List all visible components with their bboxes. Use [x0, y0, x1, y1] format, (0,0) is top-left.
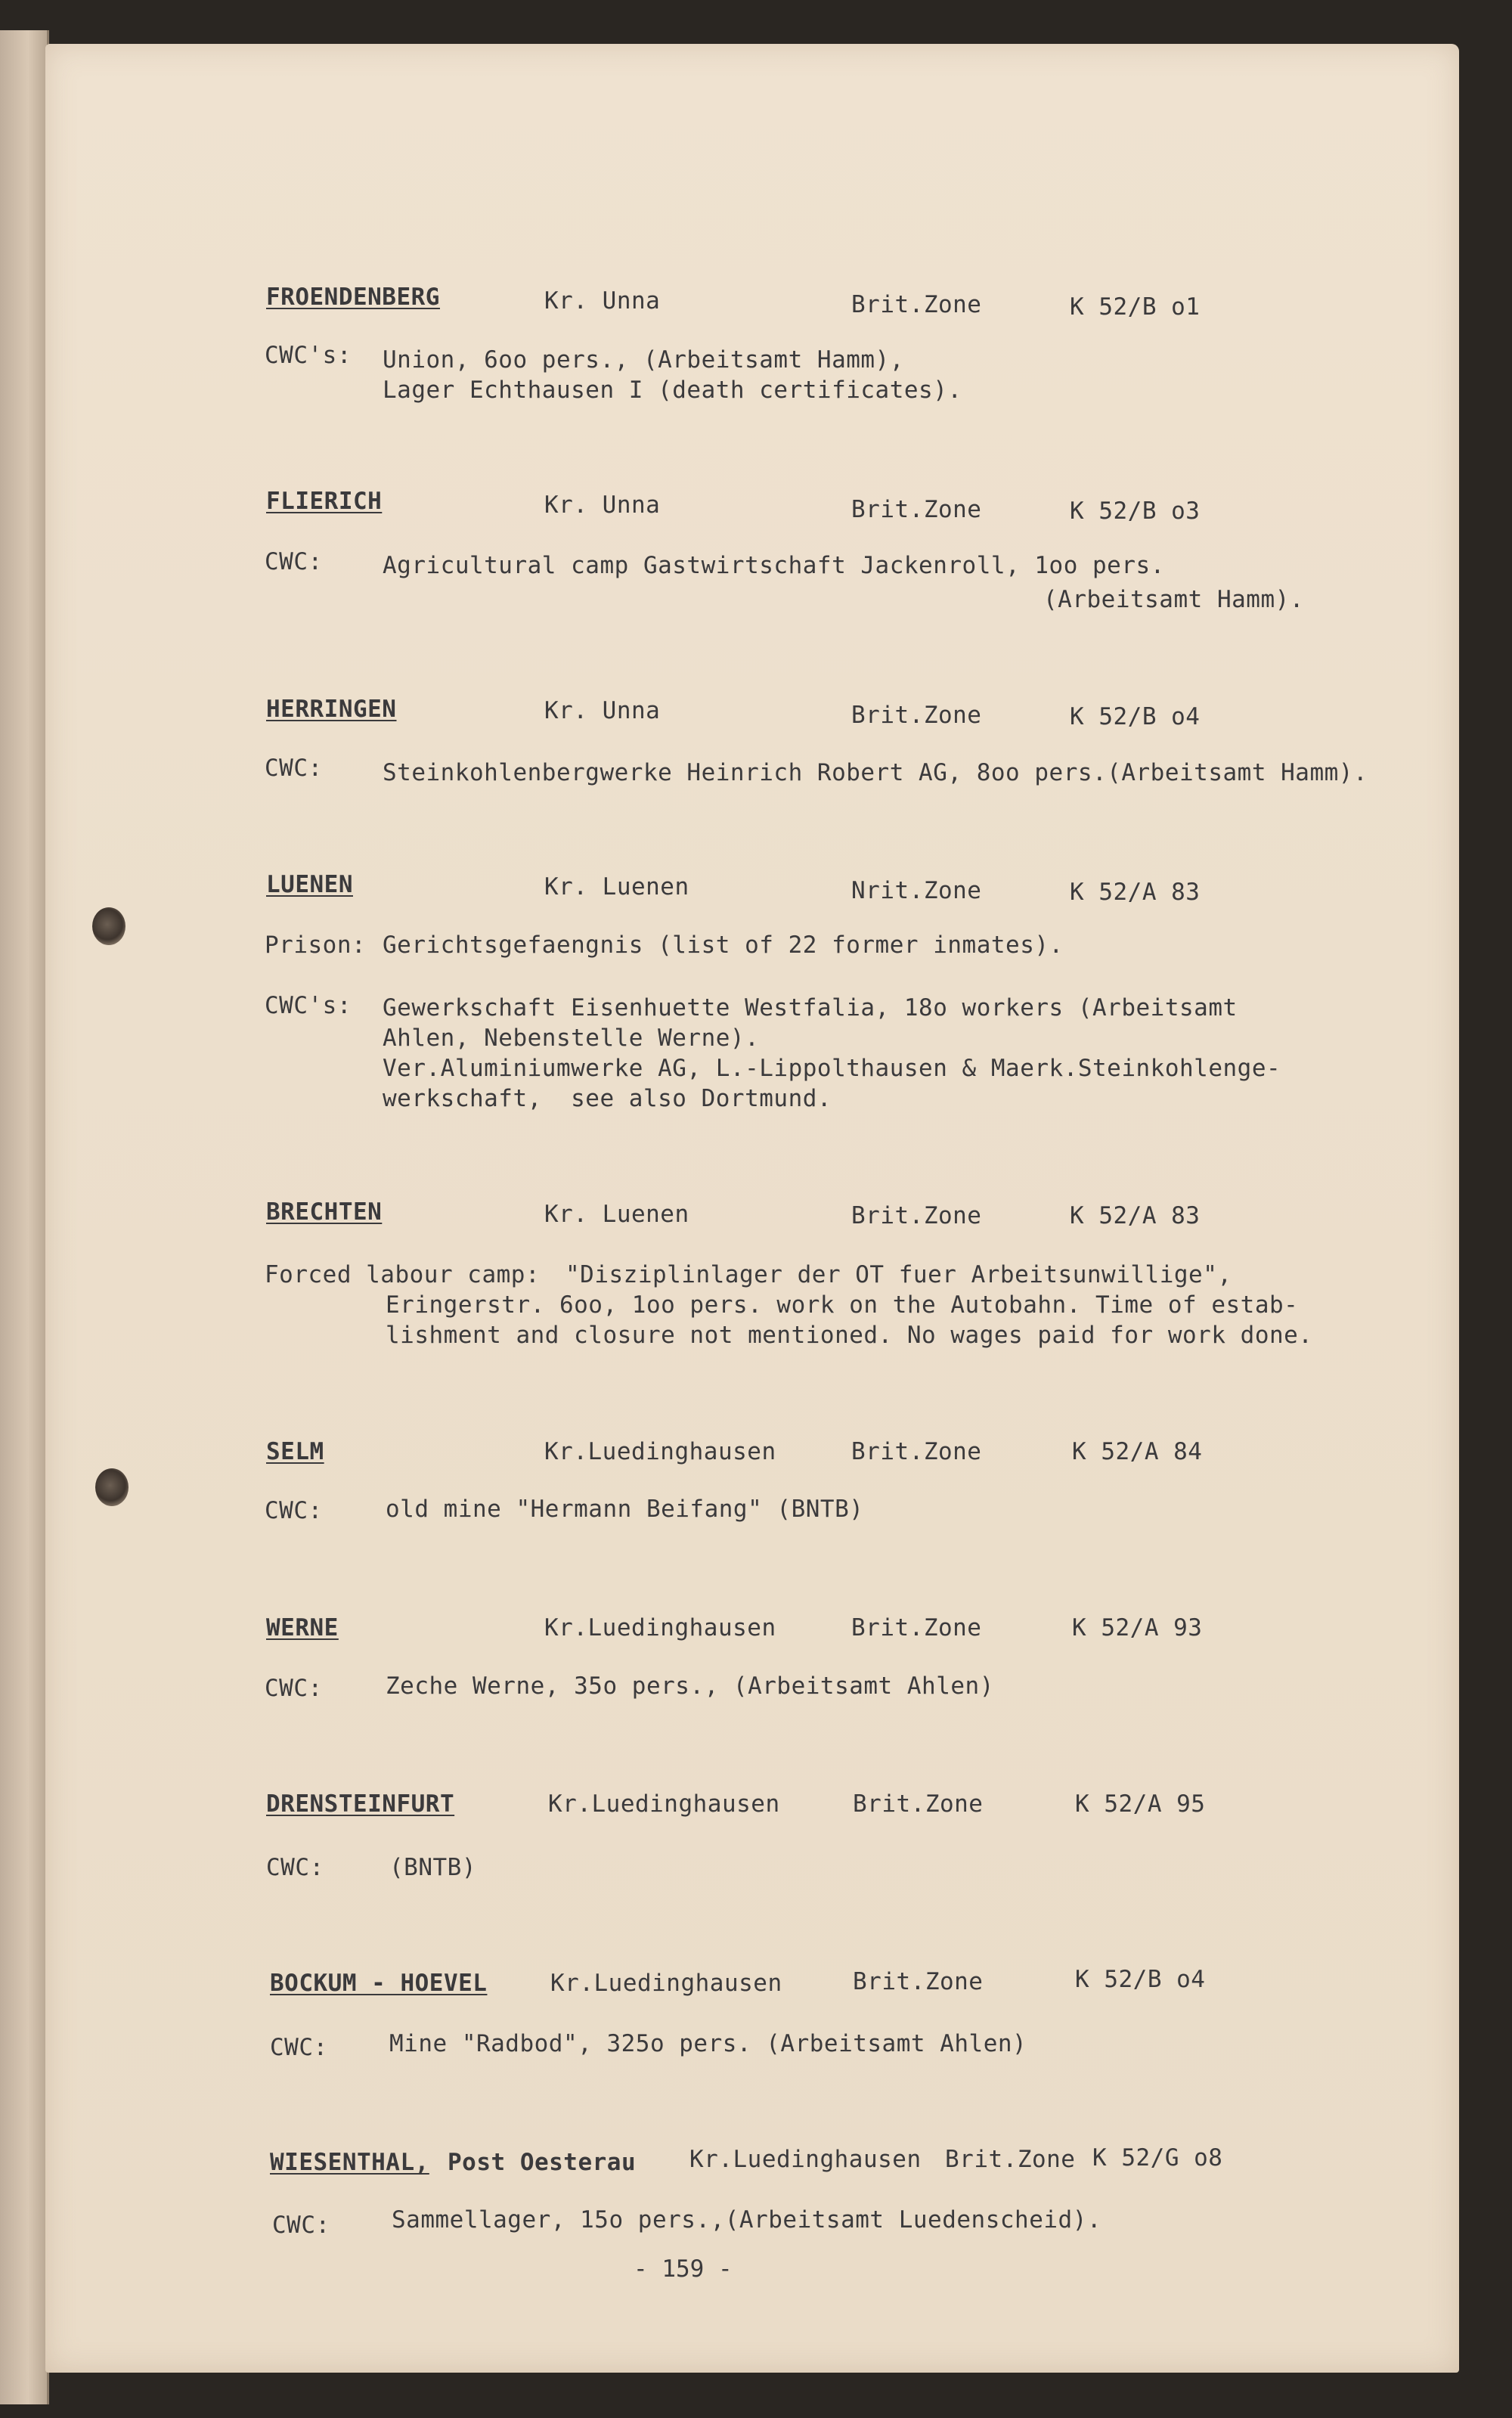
entry-line-text: Zeche Werne, 35o pers., (Arbeitsamt Ahlen): [386, 1672, 994, 1700]
entry-line-text: Mine "Radbod", 325o pers. (Arbeitsamt Ahlen): [389, 2030, 1027, 2057]
entry-ref: K 52/A 95: [1075, 1790, 1206, 1818]
entry-kreis: Kr. Unna: [544, 491, 661, 519]
entry-zone: Brit.Zone: [851, 291, 982, 318]
entry-place: WERNE: [266, 1614, 339, 1641]
entry-line-label: CWC's:: [265, 342, 352, 369]
entry-line-text: (BNTB): [389, 1854, 476, 1881]
entry-kreis: Kr.Luedinghausen: [544, 1438, 776, 1465]
entry-line-text: old mine "Hermann Beifang" (BNTB): [386, 1496, 864, 1523]
entry-kreis: Kr. Unna: [544, 287, 661, 315]
entry-line-label: CWC:: [270, 2034, 328, 2061]
entry-line-label: Prison:: [265, 932, 367, 959]
entry-line-text: "Disziplinlager der OT fuer Arbeitsunwillige",: [565, 1261, 1232, 1288]
entry-kreis: Kr.Luedinghausen: [550, 1970, 782, 1997]
entry-line-text: Sammellager, 15o pers.,(Arbeitsamt Luedenscheid).: [392, 2206, 1102, 2234]
entry-line-text: Gerichtsgefaengnis (list of 22 former inmates).: [383, 932, 1064, 959]
entry-zone: Brit.Zone: [853, 1790, 984, 1818]
entry-place: WIESENTHAL,: [270, 2149, 429, 2176]
entry-line-label: CWC:: [265, 548, 323, 575]
entry-ref: K 52/B o3: [1070, 498, 1201, 525]
entry-place: DRENSTEINFURT: [266, 1790, 455, 1818]
entry-line-text: (Arbeitsamt Hamm).: [1043, 586, 1304, 613]
entry-place: HERRINGEN: [266, 696, 397, 723]
entry-line-text: Eringerstr. 6oo, 1oo pers. work on the Autobahn. Time of estab-: [386, 1291, 1299, 1319]
entry-line-label: CWC:: [265, 755, 323, 782]
entry-line-label: CWC:: [272, 2212, 330, 2239]
facing-page-edge: [0, 30, 49, 2404]
entry-line-text: Lager Echthausen I (death certificates).: [383, 377, 962, 404]
entry-place-extra: Post Oesterau: [448, 2149, 637, 2176]
entry-kreis: Kr. Luenen: [544, 1201, 689, 1228]
entry-line-text: Ahlen, Nebenstelle Werne).: [383, 1025, 760, 1052]
entry-ref: K 52/A 83: [1070, 1202, 1201, 1229]
entry-kreis: Kr. Luenen: [544, 873, 689, 901]
entry-place: BRECHTEN: [266, 1198, 383, 1226]
entry-ref: K 52/A 84: [1072, 1438, 1203, 1465]
entry-zone: Brit.Zone: [851, 702, 982, 729]
entry-zone: Brit.Zone: [853, 1968, 984, 1995]
entry-zone: Nrit.Zone: [851, 877, 982, 904]
entry-zone: Brit.Zone: [851, 1438, 982, 1465]
entry-kreis: Kr.Luedinghausen: [544, 1614, 776, 1641]
entry-zone: Brit.Zone: [851, 496, 982, 523]
entry-place: SELM: [266, 1438, 324, 1465]
entry-zone: Brit.Zone: [945, 2146, 1076, 2173]
entry-line-text: Union, 6oo pers., (Arbeitsamt Hamm),: [383, 346, 904, 374]
entry-ref: K 52/A 83: [1070, 879, 1201, 906]
entry-line-text: Agricultural camp Gastwirtschaft Jackenroll, 1oo pers.: [383, 552, 1165, 579]
entry-place: LUENEN: [266, 871, 353, 898]
entry-kreis: Kr. Unna: [544, 697, 661, 724]
entry-ref: K 52/A 93: [1072, 1614, 1203, 1641]
entry-place: FROENDENBERG: [266, 284, 440, 311]
entry-line-label: CWC's:: [265, 992, 352, 1019]
entry-line-label: CWC:: [265, 1497, 323, 1524]
entry-kreis: Kr.Luedinghausen: [548, 1790, 780, 1818]
entry-line-label: CWC:: [265, 1675, 323, 1702]
entry-zone: Brit.Zone: [851, 1202, 982, 1229]
entry-line-text: Ver.Aluminiumwerke AG, L.-Lippolthausen & Maerk.Steinkohlenge-: [383, 1055, 1281, 1082]
entry-ref: K 52/G o8: [1092, 2144, 1223, 2172]
entry-line-text: lishment and closure not mentioned. No wages paid for work done.: [386, 1322, 1313, 1349]
entry-line-label: Forced labour camp:: [265, 1261, 541, 1288]
entry-ref: K 52/B o4: [1070, 703, 1201, 730]
entry-place: BOCKUM - HOEVEL: [270, 1970, 488, 1997]
entry-line-text: Steinkohlenbergwerke Heinrich Robert AG, 8oo pers.(Arbeitsamt Hamm).: [383, 759, 1368, 786]
entry-line-text: Gewerkschaft Eisenhuette Westfalia, 18o workers (Arbeitsamt: [383, 994, 1238, 1021]
entry-place: FLIERICH: [266, 488, 383, 515]
entry-ref: K 52/B o1: [1070, 293, 1201, 321]
punch-hole: [95, 1468, 129, 1506]
entry-line-text: werkschaft, see also Dortmund.: [383, 1085, 832, 1112]
entry-kreis: Kr.Luedinghausen: [689, 2146, 922, 2173]
entry-line-label: CWC:: [266, 1854, 324, 1881]
entry-ref: K 52/B o4: [1075, 1966, 1206, 1993]
punch-hole: [92, 907, 125, 945]
page-number: - 159 -: [634, 2255, 733, 2283]
entry-zone: Brit.Zone: [851, 1614, 982, 1641]
